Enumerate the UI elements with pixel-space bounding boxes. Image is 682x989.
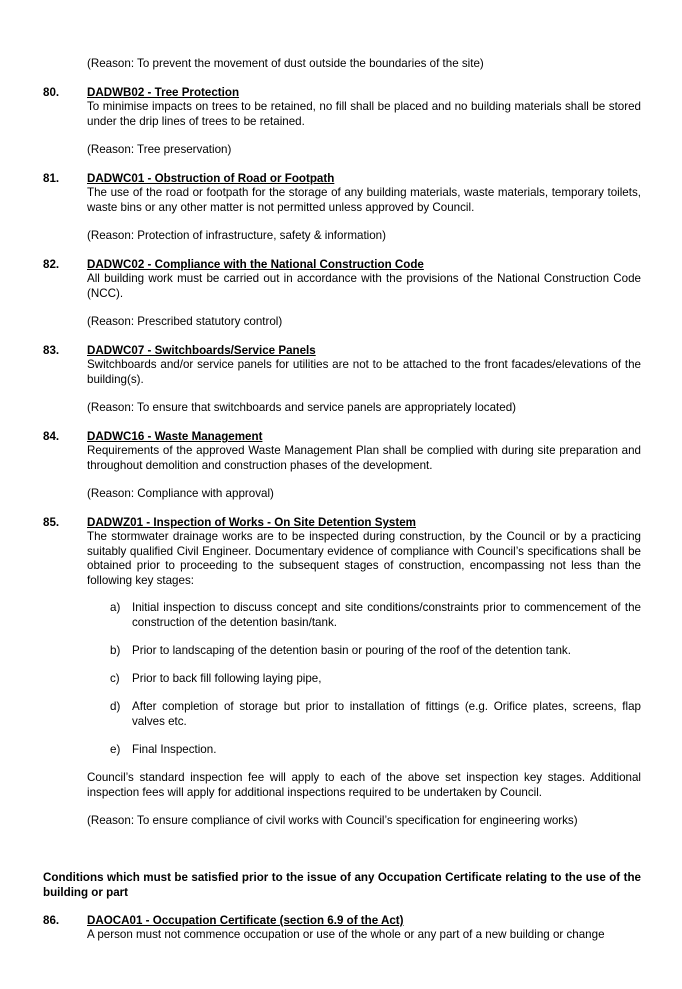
condition-title-82: DADWC02 - Compliance with the National Construction Code — [87, 258, 424, 271]
condition-text-80: To minimise impacts on trees to be retained, no fill shall be placed and no building materials shall be stored under the drip lines of trees to be retained. — [87, 100, 641, 128]
condition-text-84: Requirements of the approved Waste Management Plan shall be complied with during site preparation and throughout demolition and construction phases of the development. — [87, 444, 641, 472]
condition-text-81: The use of the road or footpath for the storage of any building materials, waste materials, temporary toilets, waste bins or any other matter is not permitted unless approved by Council. — [87, 186, 641, 214]
condition-text-82: All building work must be carried out in accordance with the provisions of the National Construction Code (NCC). — [87, 272, 641, 300]
list-item-d: After completion of storage but prior to installation of fittings (e.g. Orifice plates, screens, flap valves etc. — [132, 700, 641, 728]
condition-number-80: 80. — [43, 86, 60, 99]
list-item-e: Final Inspection. — [132, 743, 217, 756]
condition-text-83: Switchboards and/or service panels for utilities are not to be attached to the front facades/elevations of the building(s). — [87, 358, 641, 386]
condition-number-81: 81. — [43, 172, 60, 185]
list-item-label-c: c) — [110, 672, 120, 685]
condition-reason-85: (Reason: To ensure compliance of civil works with Council’s specification for engineering works) — [87, 814, 578, 827]
condition-title-85: DADWZ01 - Inspection of Works - On Site Detention System — [87, 516, 416, 529]
condition-reason-83: (Reason: To ensure that switchboards and service panels are appropriately located) — [87, 401, 516, 414]
section-heading: Conditions which must be satisfied prior to the issue of any Occupation Certificate relating to the use of the building or part — [43, 871, 641, 899]
condition-text-86: A person must not commence occupation or use of the whole or any part of a new building or change — [87, 928, 605, 941]
list-item-label-a: a) — [110, 601, 121, 614]
condition-text-85: The stormwater drainage works are to be inspected during construction, by the Council or by a practicing suitably qualified Civil Engineer. Documentary evidence of compliance with Council’s specifications shall be obtained prior to proceeding to the subsequent stages of construction, encompassing not less than the following key stages: — [87, 530, 641, 587]
condition-title-80: DADWB02 - Tree Protection — [87, 86, 240, 99]
condition-reason-81: (Reason: Protection of infrastructure, safety & information) — [87, 229, 386, 242]
condition-number-84: 84. — [43, 430, 60, 443]
condition-title-86: DAOCA01 - Occupation Certificate (section 6.9 of the Act) — [87, 914, 404, 927]
list-item-a: Initial inspection to discuss concept and site conditions/constraints prior to commencement of the construction of the detention basin/tank. — [132, 601, 641, 629]
condition-number-83: 83. — [43, 344, 60, 357]
inspection-fee-text: Council’s standard inspection fee will apply to each of the above set inspection key stages. Additional inspection fees will apply for additional inspections required to be undertaken by Council. — [87, 771, 641, 799]
condition-reason-80: (Reason: Tree preservation) — [87, 143, 232, 156]
condition-reason-84: (Reason: Compliance with approval) — [87, 487, 274, 500]
condition-title-81: DADWC01 - Obstruction of Road or Footpath — [87, 172, 335, 185]
reason-dust: (Reason: To prevent the movement of dust outside the boundaries of the site) — [87, 57, 484, 70]
list-item-label-e: e) — [110, 743, 121, 756]
condition-number-82: 82. — [43, 258, 60, 271]
condition-reason-82: (Reason: Prescribed statutory control) — [87, 315, 283, 328]
list-item-label-b: b) — [110, 644, 121, 657]
condition-title-83: DADWC07 - Switchboards/Service Panels — [87, 344, 316, 357]
condition-number-85: 85. — [43, 516, 60, 529]
list-item-c: Prior to back fill following laying pipe, — [132, 672, 322, 685]
condition-title-84: DADWC16 - Waste Management — [87, 430, 263, 443]
list-item-label-d: d) — [110, 700, 121, 713]
list-item-b: Prior to landscaping of the detention basin or pouring of the roof of the detention tank. — [132, 644, 571, 657]
condition-number-86: 86. — [43, 914, 60, 927]
